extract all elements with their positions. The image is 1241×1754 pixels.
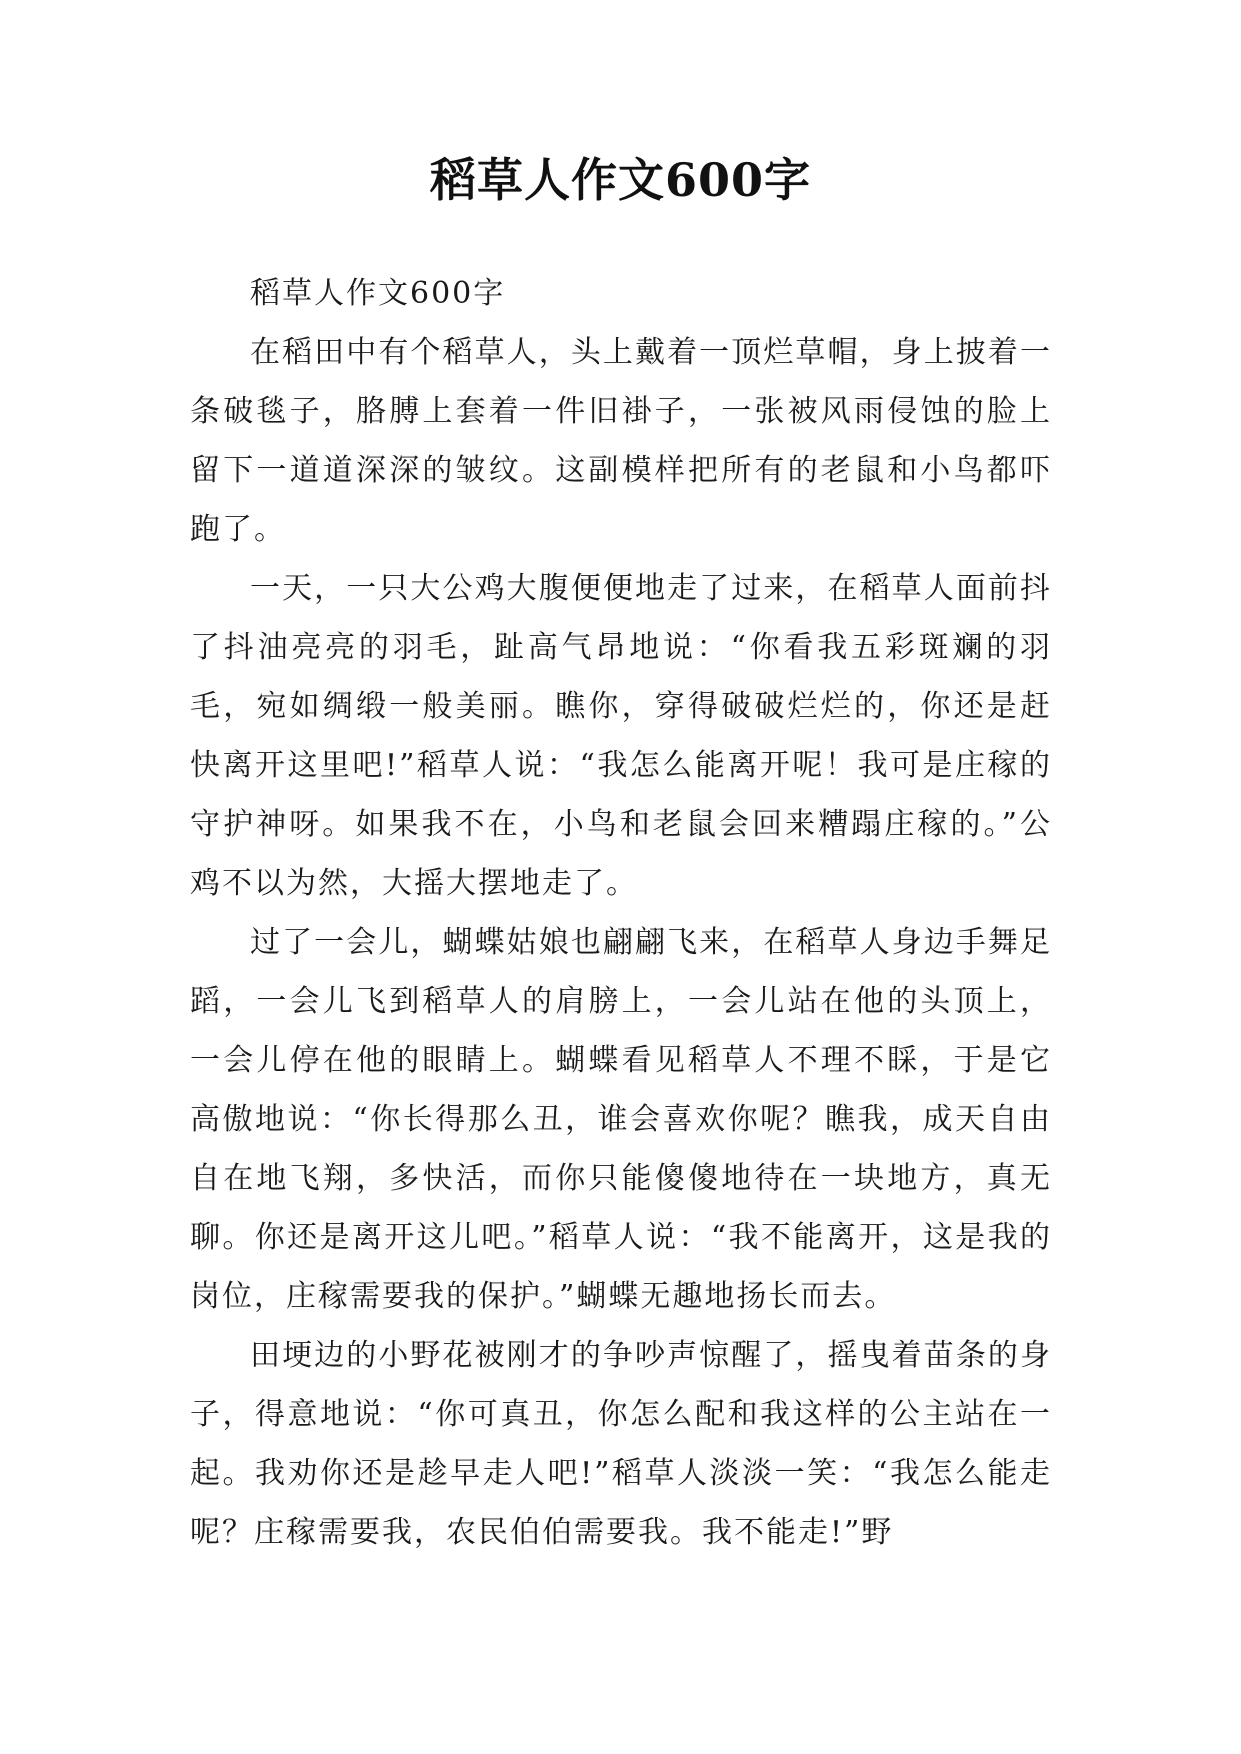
paragraph: 一天，一只大公鸡大腹便便地走了过来，在稻草人面前抖了抖油亮亮的羽毛，趾高气昂地说：“你看我五彩斑斓的羽毛，宛如绸缎一般美丽。瞧你，穿得破破烂烂的，你还是赶快离开这里吧!”稻草人说：“我怎么能离开呢！我可是庄稼的守护神呀。如果我不在，小鸟和老鼠会回来糟蹋庄稼的。”公鸡不以为然，大摇大摆地走了。: [190, 571, 1052, 901]
paragraph-subtitle: 稻草人作文600字: [250, 276, 506, 311]
paragraph: 过了一会儿，蝴蝶姑娘也翩翩飞来，在稻草人身边手舞足蹈，一会儿飞到稻草人的肩膀上，一会儿站在他的头顶上，一会儿停在他的眼睛上。蝴蝶看见稻草人不理不睬，于是它高傲地说：“你长得那么丑，谁会喜欢你呢？瞧我，成天自由自在地飞翔，多快活，而你只能傻傻地待在一块地方，真无聊。你还是离开这儿吧。”稻草人说：“我不能离开，这是我的岗位，庄稼需要我的保护。”蝴蝶无趣地扬长而去。: [190, 925, 1052, 1314]
page-title: 稻草人作文600字: [429, 153, 812, 207]
document-body: [190, 264, 1052, 1562]
paragraph: 在稻田中有个稻草人，头上戴着一顶烂草帽，身上披着一条破毯子，胳膊上套着一件旧褂子，一张被风雨侵蚀的脸上留下一道道深深的皱纹。这副模样把所有的老鼠和小鸟都吓跑了。: [190, 335, 1052, 547]
paragraph: 田埂边的小野花被刚才的争吵声惊醒了，摇曳着苗条的身子，得意地说：“你可真丑，你怎么配和我这样的公主站在一起。我劝你还是趁早走人吧!”稻草人淡淡一笑：“我怎么能走呢？庄稼需要我，农民伯伯需要我。我不能走!”野: [190, 1338, 1052, 1550]
